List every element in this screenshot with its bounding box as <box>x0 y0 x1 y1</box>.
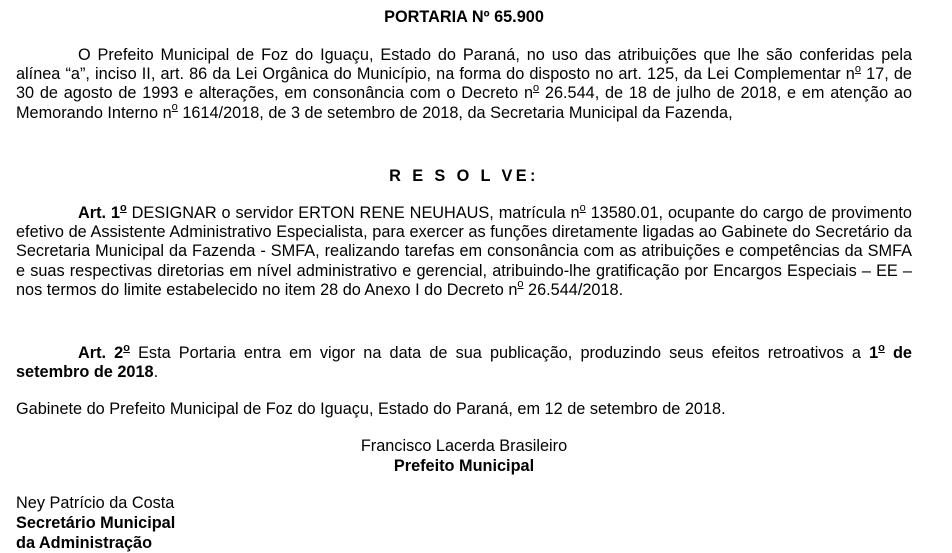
article-1-sup-2: o <box>517 278 524 291</box>
intro-sup-3: o <box>171 101 178 114</box>
mayor-name: Francisco Lacerda Brasileiro <box>360 437 568 455</box>
article-2-date-rest: de setembro de 2018 <box>16 344 912 382</box>
intro-text-c: 26.544, de 18 de julho de 2018, e em atenção ao Memorando Interno n <box>16 84 913 122</box>
article-2-text: Esta Portaria entra em vigor na data de sua publicação, produzindo seus efeitos retroativos a <box>129 344 870 362</box>
article-1-paragraph <box>16 201 912 300</box>
article-1-text-c: 26.544/2018. <box>523 280 624 299</box>
article-1-label-sup: o <box>119 201 127 214</box>
secretary-role-line-2: da Administração <box>16 534 153 552</box>
intro-paragraph <box>16 46 912 123</box>
secretary-name: Ney Patrício da Costa <box>16 494 175 512</box>
article-2-paragraph <box>16 341 912 382</box>
article-2-end: . <box>153 363 159 382</box>
article-2-date-num: 1 <box>869 344 879 362</box>
intro-text-a: O Prefeito Municipal de Foz do Iguaçu, Estado do Paraná, no uso das atribuições que lhe são conferidas pela alínea “a”, inciso II, art. 86 da Lei Orgânica do Município, na forma do disposto no art. 125, da Lei Complementar n <box>16 46 912 84</box>
secretary-role-line-1: Secretário Municipal <box>16 514 176 532</box>
article-1-text-b: 13580.01, ocupante do cargo de provimento efetivo de Assistente Administrativo Especialista, para exercer as funções diretamente ligadas ao Gabinete do Secretário da Secretaria Municipal da Fazenda - SMFA, realizando tarefas em consonância com as atribuições e competências da SMFA e suas respectivas diretorias em nível administrativo e gerencial, atribuindo-lhe gratificação por Encargos Especiais – EE – nos termos do limite estabelecido no item 28 do Anexo I do Decreto n <box>16 204 912 299</box>
intro-text-d: 1614/2018, de 3 de setembro de 2018, da Secretaria Municipal da Fazenda, <box>177 103 733 122</box>
document-title: PORTARIA Nº 65.900 <box>384 8 544 26</box>
resolve-heading: R E S O L VE: <box>389 167 539 185</box>
mayor-role: Prefeito Municipal <box>393 457 535 475</box>
closing-line: Gabinete do Prefeito Municipal de Foz do Iguaçu, Estado do Paraná, em 12 de setembro de 2018. <box>16 400 726 418</box>
article-2-label: Art. 2 <box>78 344 124 362</box>
article-2-date-sup: o <box>878 341 885 354</box>
intro-text-b: 17, de 30 de agosto de 1993 e alterações, em consonância com o Decreto n <box>16 65 912 103</box>
intro-sup-2: o <box>533 81 540 94</box>
article-1-label: Art. 1 <box>78 204 120 222</box>
article-2-label-sup: o <box>123 341 130 354</box>
intro-sup-1: o <box>854 62 861 75</box>
article-1-text-a: DESIGNAR o servidor ERTON RENE NEUHAUS, matrícula n <box>126 204 580 222</box>
article-1-sup-1: o <box>579 201 586 214</box>
